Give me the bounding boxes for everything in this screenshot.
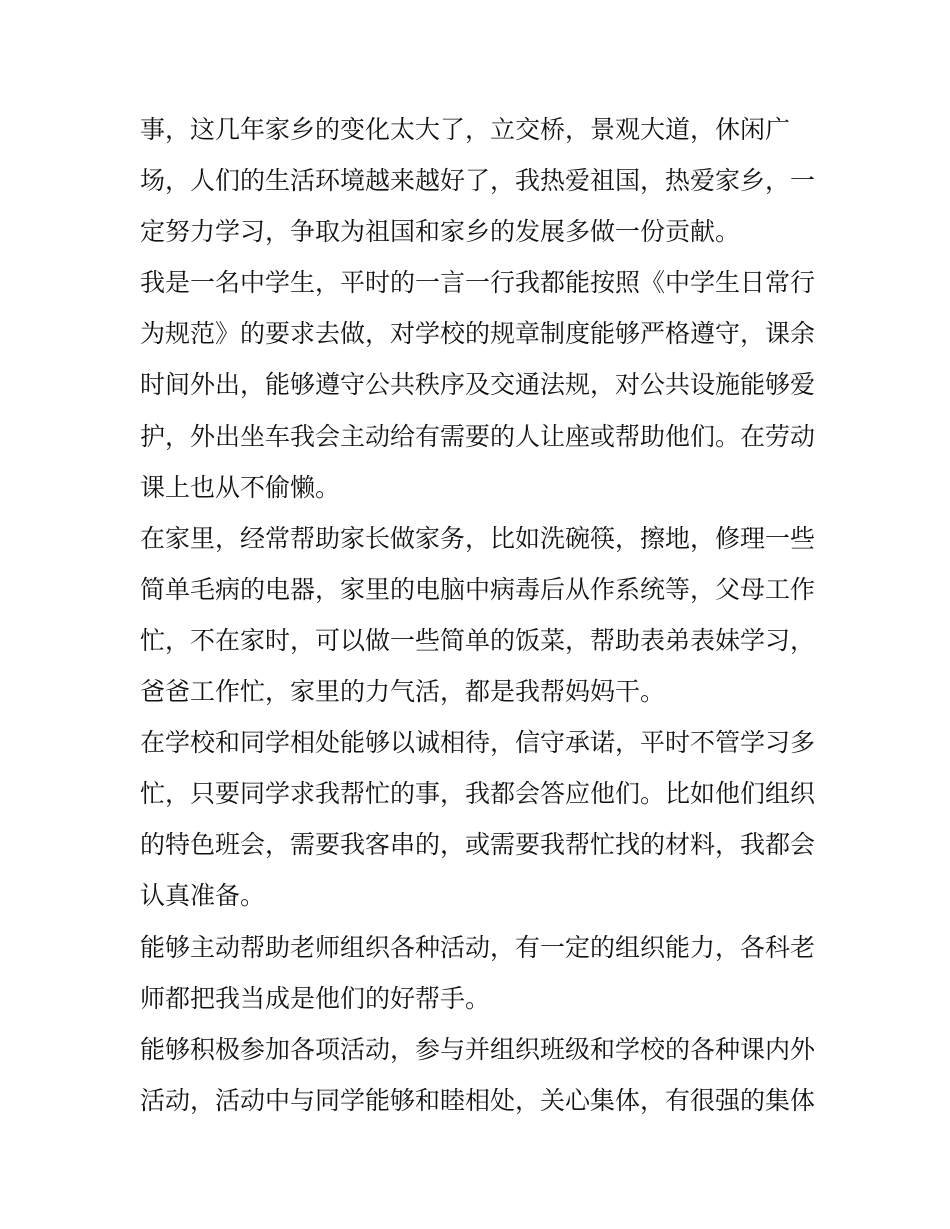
paragraph-activities: 能够积极参加各项活动，参与并组织班级和学校的各种课内外 活动，活动中与同学能够和睦相处，关心集体，有很强的集体 bbox=[140, 1034, 816, 1115]
document-body bbox=[140, 104, 820, 1126]
paragraph-home-chores: 在家里，经常帮助家长做家务，比如洗碗筷，擦地，修理一些 简单毛病的电器，家里的电脑中病毒后从作系统等，父母工作 忙，不在家时，可以做一些简单的饭菜，帮助表弟表妹学习， 爸爸工作忙，家里的力气活，都是我帮妈妈干。 bbox=[140, 523, 816, 707]
paragraph-hometown: 事，这几年家乡的变化太大了，立交桥，景观大道，休闲广 场，人们的生活环境越来越好了，我热爱祖国，热爱家乡，一 定努力学习，争取为祖国和家乡的发展多做一份贡献。 bbox=[140, 115, 816, 247]
paragraph-classmates: 在学校和同学相处能够以诚相待，信守承诺，平时不管学习多 忙，只要同学求我帮忙的事，我都会答应他们。比如他们组织 的特色班会，需要我客串的，或需要我帮忙找的材料，我都会 认真准备。 bbox=[140, 728, 816, 911]
paragraph-teachers: 能够主动帮助老师组织各种活动，有一定的组织能力，各科老 师都把我当成是他们的好帮手。 bbox=[140, 932, 816, 1013]
paragraph-conduct: 我是一名中学生，平时的一言一行我都能按照《中学生日常行 为规范》的要求去做，对学校的规章制度能够严格遵守，课余 时间外出，能够遵守公共秩序及交通法规，对公共设施能够爱 护，外出坐车我会主动给有需要的人让座或帮助他们。在劳动 课上也从不偷懒。 bbox=[140, 268, 816, 502]
